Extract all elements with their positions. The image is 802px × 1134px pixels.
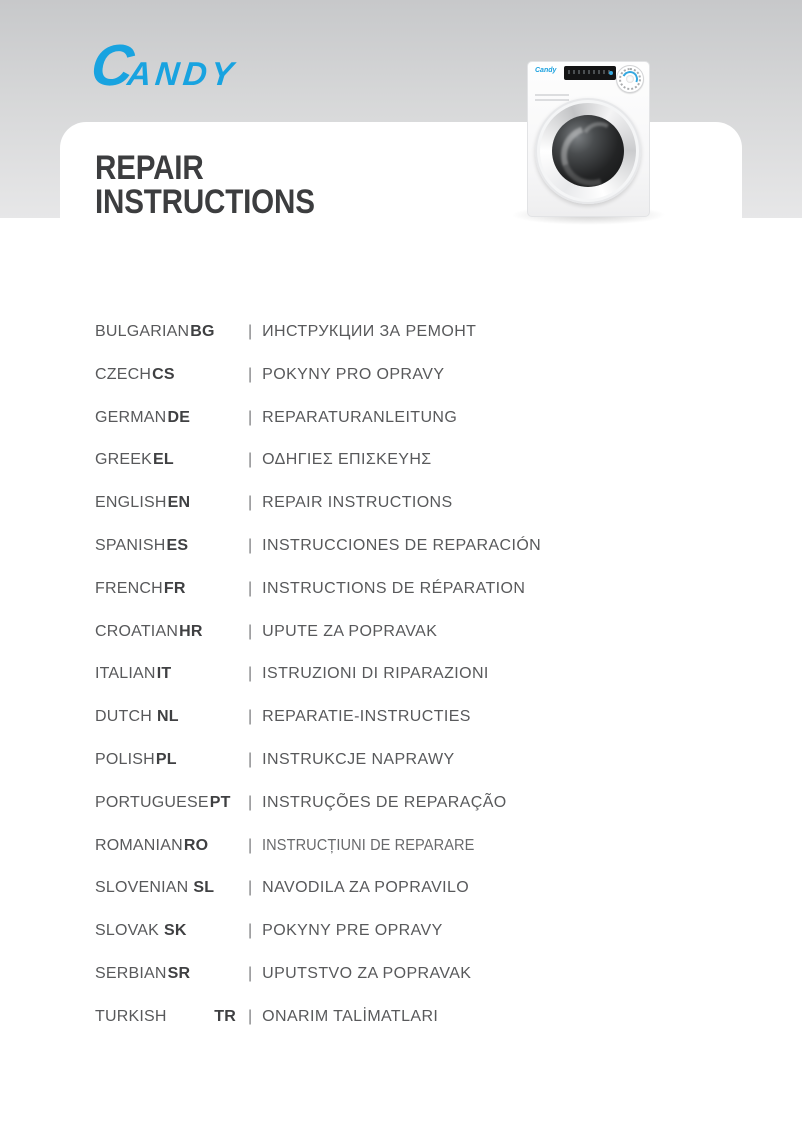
translated-title: REPARATURANLEITUNG: [262, 408, 458, 426]
language-code: HR: [179, 622, 203, 640]
translated-title: REPARATIE-INSTRUCTIES: [262, 708, 471, 726]
language-code: BG: [190, 323, 215, 340]
language-name: SPANISH: [95, 536, 166, 554]
language-name: CROATIAN: [95, 622, 179, 640]
language-name-column: [95, 750, 248, 769]
language-row: [95, 622, 675, 665]
translated-title: ISTRUZIONI DI RIPARAZIONI: [262, 665, 489, 683]
language-name: ENGLISH: [95, 494, 167, 512]
language-row: [95, 878, 675, 921]
wifi-icon: [609, 71, 613, 75]
pipe-separator: |: [248, 536, 253, 554]
language-code: SR: [167, 964, 191, 982]
language-name: CZECH: [95, 365, 152, 383]
language-row: [95, 921, 675, 964]
pipe-separator: |: [248, 665, 253, 683]
translated-title: NAVODILA ZA POPRAVILO: [262, 879, 470, 897]
candy-logo-initial: C: [88, 32, 135, 98]
language-name-column: [95, 836, 248, 855]
translated-title: UPUTSTVO ZA POPRAVAK: [262, 964, 472, 982]
pipe-separator: |: [248, 708, 253, 726]
machine-door-glass: [552, 115, 624, 187]
language-row: [95, 664, 675, 707]
language-name-column: [95, 921, 248, 940]
translated-title: INSTRUCȚIUNI DE REPARARE: [262, 836, 475, 854]
language-row: [95, 322, 675, 365]
page-title-line2: INSTRUCTIONS: [95, 183, 315, 221]
language-name-column: [95, 579, 248, 598]
language-name-column: [95, 536, 248, 555]
pipe-separator: |: [248, 408, 253, 426]
pipe-separator: |: [248, 879, 253, 897]
language-name: ITALIAN: [95, 665, 156, 683]
language-name: SERBIAN: [95, 964, 167, 982]
translated-title: INSTRUCTIONS DE RÉPARATION: [262, 579, 526, 597]
language-row: [95, 493, 675, 536]
page-title: [95, 151, 315, 219]
translated-title: ΟΔΗΓΙΕΣ ΕΠΙΣΚΕΥΗΣ: [262, 451, 432, 469]
language-code: RO: [183, 836, 209, 854]
language-name: ROMANIAN: [95, 836, 183, 854]
language-row: [95, 836, 675, 879]
language-code: EN: [167, 494, 191, 512]
language-name: TURKISH: [95, 1007, 167, 1025]
language-name: SLOVENIAN: [95, 879, 189, 897]
machine-door: [535, 98, 641, 204]
translated-title: INSTRUCCIONES DE REPARACIÓN: [262, 536, 542, 554]
pipe-separator: |: [248, 750, 253, 768]
language-name-column: [95, 450, 248, 469]
translated-title: ONARIM TALİMATLARI: [262, 1007, 439, 1025]
language-row: [95, 750, 675, 793]
language-name-column: [95, 664, 248, 683]
language-code: SK: [164, 922, 187, 940]
machine-body: [527, 61, 650, 217]
language-code: TR: [214, 1007, 236, 1025]
language-row: [95, 964, 675, 1007]
translated-title: POKYNY PRE OPRAVY: [262, 922, 443, 940]
language-name-column: [95, 365, 248, 384]
language-row: [95, 408, 675, 451]
language-list: [95, 322, 675, 1050]
language-name-column: [95, 322, 248, 341]
language-code: DE: [167, 408, 191, 426]
language-name: FRENCH: [95, 579, 163, 597]
language-code: IT: [156, 665, 172, 683]
pipe-separator: |: [248, 622, 253, 640]
language-name: POLISH: [95, 750, 155, 768]
language-row: [95, 707, 675, 750]
language-row: [95, 1007, 675, 1050]
language-code: NL: [157, 708, 179, 726]
candy-logo: [88, 30, 242, 98]
language-name: GERMAN: [95, 408, 167, 426]
language-name-column: [95, 878, 248, 897]
pipe-separator: |: [248, 1007, 253, 1025]
translated-title: UPUTE ZA POPRAVAK: [262, 622, 438, 640]
pipe-separator: |: [248, 836, 253, 854]
candy-logo-text: ANDY: [125, 55, 239, 93]
page-title-line1: REPAIR: [95, 149, 204, 187]
pipe-separator: |: [248, 579, 253, 597]
washing-machine-image: [527, 61, 650, 217]
language-name-column: [95, 707, 248, 726]
language-code: PT: [209, 793, 231, 811]
language-row: [95, 579, 675, 622]
pipe-separator: |: [248, 793, 253, 811]
pipe-separator: |: [248, 964, 253, 982]
translated-title: REPAIR INSTRUCTIONS: [262, 494, 453, 512]
machine-brand-label: Candy: [535, 67, 557, 74]
language-name-column: [95, 622, 248, 641]
pipe-separator: |: [248, 365, 253, 383]
translated-title: INSTRUÇÕES DE REPARAÇÃO: [262, 793, 507, 811]
language-name: SLOVAK: [95, 922, 160, 940]
pipe-separator: |: [248, 922, 253, 940]
language-name-column: [95, 964, 248, 983]
language-row: [95, 536, 675, 579]
language-row: [95, 793, 675, 836]
pipe-separator: |: [248, 323, 253, 340]
language-code: ES: [166, 536, 189, 554]
language-code: EL: [153, 451, 174, 469]
machine-display-segments: [568, 70, 612, 74]
translated-title: ИНСТРУКЦИИ ЗА РЕМОНТ: [262, 323, 477, 340]
language-name: BULGARIAN: [95, 323, 190, 340]
language-name-column: [95, 1007, 248, 1026]
language-row: [95, 365, 675, 408]
language-name-column: [95, 493, 248, 512]
language-code: CS: [152, 365, 175, 383]
language-name: PORTUGUESE: [95, 793, 209, 811]
machine-knob: [616, 65, 644, 93]
language-code: FR: [163, 579, 186, 597]
language-name-column: [95, 408, 248, 427]
pipe-separator: |: [248, 494, 253, 512]
language-row: [95, 450, 675, 493]
language-name-column: [95, 793, 248, 812]
language-name: DUTCH: [95, 708, 152, 726]
knob-center: [626, 75, 634, 83]
language-code: PL: [155, 750, 177, 768]
translated-title: POKYNY PRO OPRAVY: [262, 365, 445, 383]
language-code: SL: [193, 879, 215, 897]
language-name: GREEK: [95, 451, 153, 469]
translated-title: INSTRUKCJE NAPRAWY: [262, 750, 455, 768]
pipe-separator: |: [248, 451, 253, 469]
